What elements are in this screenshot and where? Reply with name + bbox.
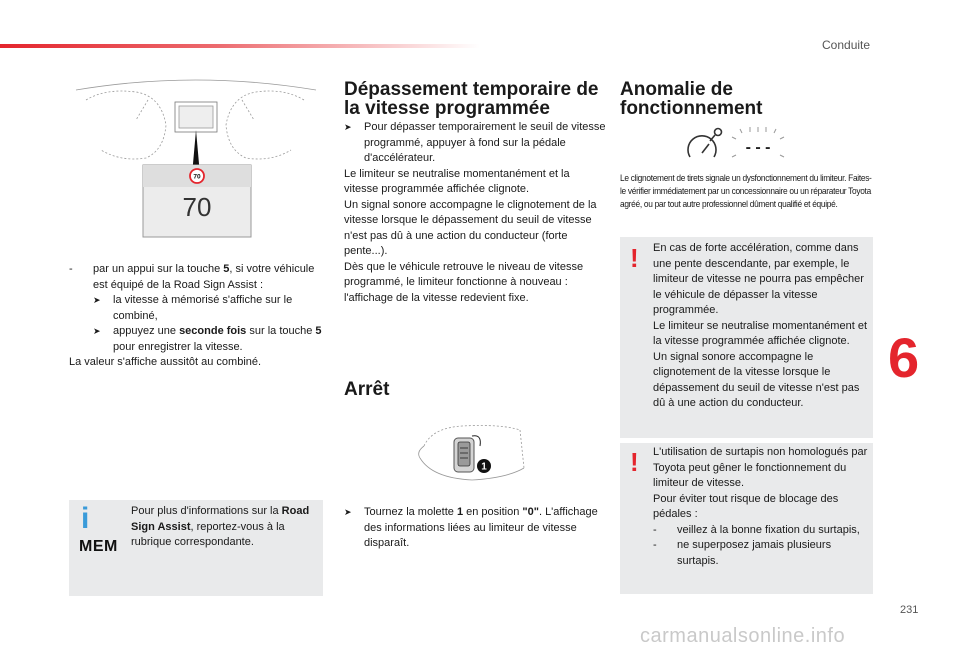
- malfunction-text: Le clignotement de tirets signale un dysfonctionnement du limiteur. Faites-le vérifier immédiatement par un concessionnaire ou un réparateur Toyota agréé, ou par tout autre professionnel dûment qualifié et équipé.: [620, 173, 872, 210]
- warning-box-acceleration: [620, 237, 873, 438]
- temporary-overspeed-content: ➤ Pour dépasser temporairement le seuil de vitesse programmé, appuyer à fond sur la pédale d'accélérateur. Le limiteur se neutralise momentanément et la vitesse programmée affichée clignote. Un signal sonore accompagne le clignotement de la vitesse lorsque le dépassement du seuil de vitesse n'est pas dû à une action du conducteur (forte pente...). Dès que le véhicule retrouve le niveau de vitesse programmé, le limiteur fonctionne à nouveau : l'affichage de la vitesse redevient fixe.: [344, 121, 606, 304]
- svg-text:1: 1: [481, 461, 487, 473]
- warning-box-floor-mats: [620, 443, 873, 594]
- instrument-cluster-illustration: [66, 70, 324, 242]
- section-title-arret: Arrêt: [344, 379, 390, 400]
- warning-icon: !: [630, 243, 639, 273]
- list-item: ➤ la vitesse à mémorisé s'affiche sur le combiné,: [93, 293, 331, 324]
- list-item: - veillez à la bonne fixation du surtapis,: [653, 523, 860, 536]
- speedometer-icon: [688, 129, 722, 158]
- info-box-text: Pour plus d'informations sur la Road Sign Assist, reportez-vous à la rubrique correspondante.: [131, 505, 310, 548]
- malfunction-text-container: [620, 172, 880, 232]
- arrow-bullet-icon: ➤: [93, 326, 101, 336]
- list-item: ➤ appuyez une seconde fois sur la touche 5 pour enregistrer la vitesse.: [93, 324, 331, 355]
- arrow-bullet-icon: ➤: [93, 295, 101, 305]
- arret-instructions: [344, 505, 606, 552]
- page-number: 231: [900, 604, 919, 616]
- mem-badge: MEM: [79, 538, 118, 555]
- speed-display-value: 70: [182, 192, 212, 222]
- malfunction-display-illustration: [684, 125, 796, 169]
- list-item: ➤ Pour dépasser temporairement le seuil de vitesse programmé, appuyer à fond sur la pédale d'accélérateur.: [344, 120, 606, 167]
- conclusion-text: La valeur s'affiche aussitôt au combiné.: [69, 356, 262, 368]
- arrow-bullet-icon: ➤: [344, 507, 352, 517]
- arrow-bullet-icon: ➤: [344, 122, 352, 132]
- flashing-dashes: - - -: [745, 139, 771, 156]
- info-icon: i: [81, 502, 90, 535]
- list-item: ➤ Tournez la molette 1 en position "0". L'affichage des informations liées au limiteur de vitesse disparaît.: [344, 505, 606, 552]
- road-sign-assist-steps: [69, 262, 331, 371]
- warning-icon: !: [630, 447, 639, 477]
- warning-text: L'utilisation de surtapis non homologués par Toyota peut gêner le fonctionnement du limiteur de vitesse. Pour éviter tout risque de blocage des pédales : - veillez à la bonne fixation du surtapis, - ne superposez jamais plusieurs surtapis.: [653, 445, 869, 569]
- warning-text: En cas de forte accélération, comme dans une pente descendante, par exemple, le limiteur de vitesse ne pourra pas empêcher le véhicule de dépasser la vitesse programmée. Le limiteur se neutralise momentanément et la vitesse programmée affichée clignote. Un signal sonore accompagne le clignotement de la vitesse lorsque le dépassement du seuil de vitesse n'est pas dû à une action du conducteur.: [653, 242, 867, 409]
- section-title-malfunction: Anomalie de fonctionnement: [620, 79, 763, 119]
- chapter-number: 6: [888, 326, 920, 389]
- speed-limiter-stalk-illustration: [412, 418, 532, 486]
- info-box: [69, 500, 323, 596]
- list-item: - par un appui sur la touche 5, si votre véhicule est équipé de la Road Sign Assist :: [69, 263, 315, 291]
- watermark: carmanualsonline.info: [640, 625, 846, 647]
- speed-sign-value: 70: [193, 173, 201, 181]
- list-item: - ne superposez jamais plusieurs surtapis.: [653, 539, 832, 567]
- header-accent-bar: [0, 44, 480, 48]
- section-label: Conduite: [822, 38, 871, 52]
- section-title-temporary-overspeed: Dépassement temporaire de la vitesse programmée: [344, 79, 599, 119]
